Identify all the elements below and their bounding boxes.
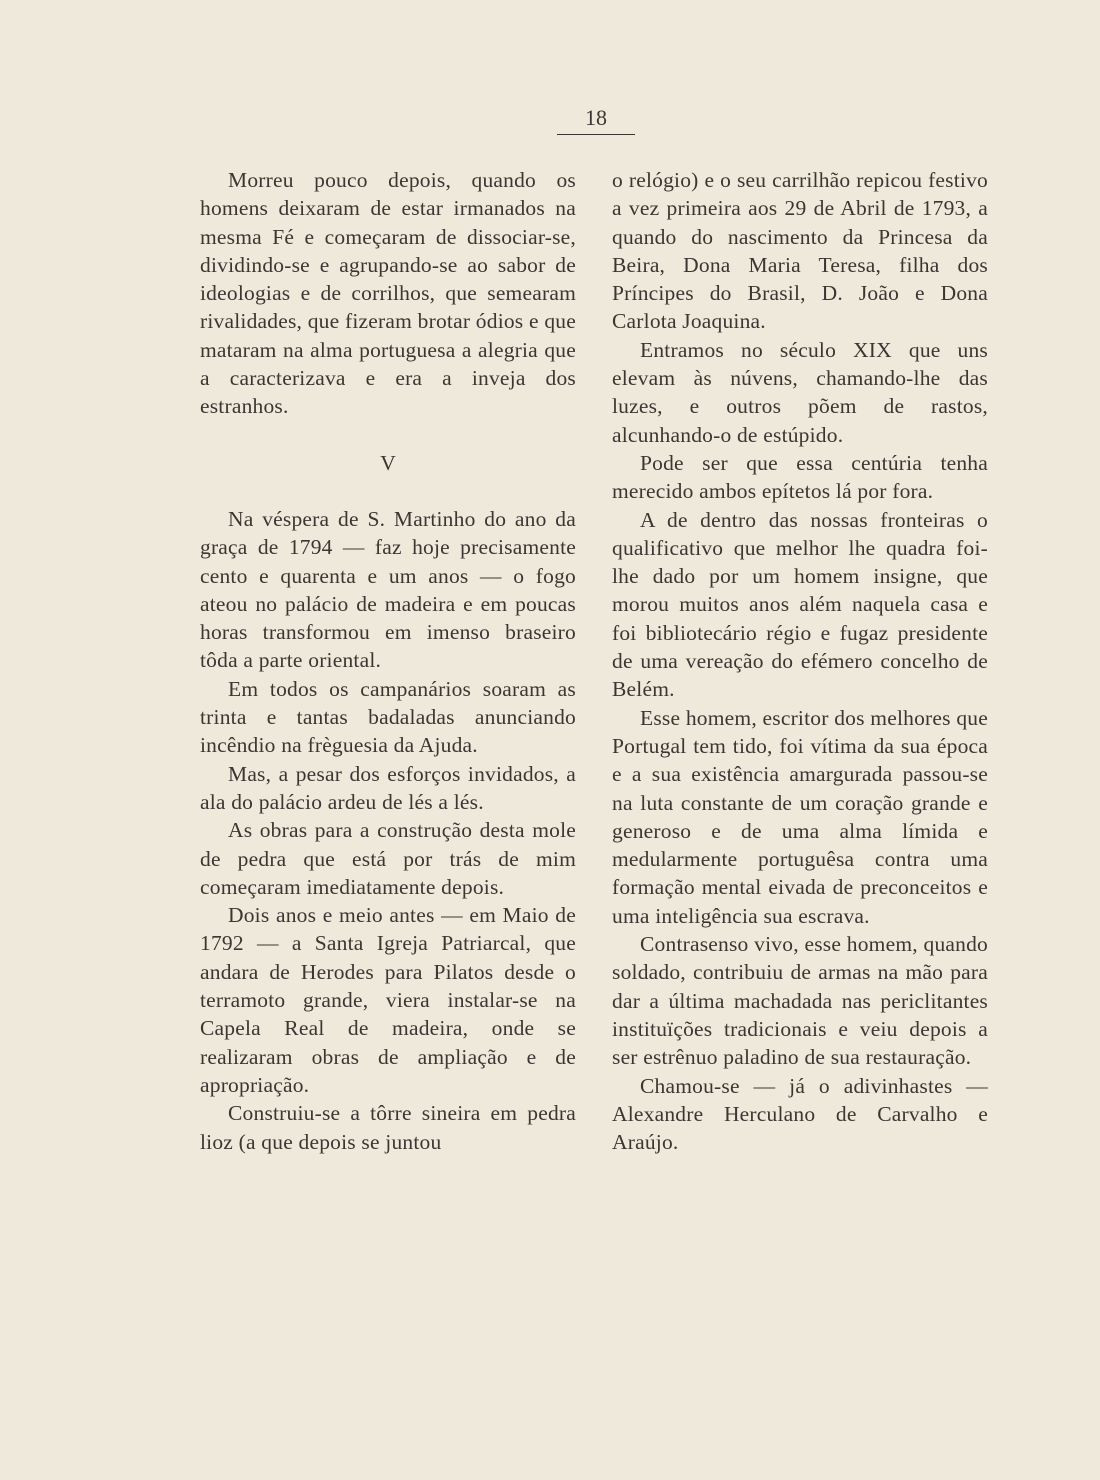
left-column bbox=[200, 166, 576, 1156]
paragraph: Esse homem, escritor dos melhores que Portugal tem tido, foi vítima da sua época e a sua existência amargurada passou-se na luta constante de um coração grande e generoso e de uma alma límida e medularmente portuguêsa contra uma formação mental eivada de preconceitos e uma inteligência sua escrava. bbox=[612, 705, 988, 928]
page-number-rule bbox=[557, 134, 635, 135]
paragraph-continuation: o relógio) e o seu carrilhão repicou festivo a vez primeira aos 29 de Abril de 1793, a quando do nascimento da Princesa da Beira, Dona Maria Teresa, filha dos Príncipes do Brasil, D. João e Dona Carlota Joaquina. bbox=[612, 168, 988, 334]
paragraph: Em todos os campanários soaram as trinta e tantas badaladas anunciando incêndio na frèguesia da Ajuda. bbox=[200, 676, 576, 758]
paragraph: Pode ser que essa centúria tenha merecido ambos epítetos lá por fora. bbox=[612, 450, 988, 504]
paragraph: Construiu-se a tôrre sineira em pedra lioz (a que depois se juntou bbox=[200, 1101, 576, 1154]
paragraph: Na véspera de S. Martinho do ano da graça de 1794 — faz hoje precisamente cento e quarenta e um anos — o fogo ateou no palácio de madeira e em poucas horas transformou em imenso braseiro tôda a parte oriental. bbox=[200, 506, 576, 673]
paragraph: A de dentro das nossas fronteiras o qualificativo que melhor lhe quadra foi-lhe dado por um homem insigne, que morou muitos anos além naquela casa e foi bibliotecário régio e fugaz presidente de uma vereação do efémero concelho de Belém. bbox=[612, 507, 988, 702]
paragraph: Contrasenso vivo, esse homem, quando soldado, contribuiu de armas na mão para dar a última machadada nas periclitantes instituïções tradicionais e veiu depois a ser estrênuo paladino de sua restauração. bbox=[612, 932, 988, 1070]
paragraph: As obras para a construção desta mole de pedra que está por trás de mim começaram imediatamente depois. bbox=[200, 818, 576, 899]
paragraph: Entramos no século XIX que uns elevam às núvens, chamando-lhe das luzes, e outros põem de rastos, alcunhando-o de estúpido. bbox=[612, 337, 988, 447]
section-heading: V bbox=[380, 450, 396, 475]
paragraph: Chamou-se — já o adivinhastes — Alexandre Herculano de Carvalho e Araújo. bbox=[612, 1073, 988, 1155]
right-column bbox=[612, 166, 988, 1156]
paragraph: Mas, a pesar dos esforços invidados, a ala do palácio ardeu de lés a lés. bbox=[200, 761, 576, 814]
paragraph: Morreu pouco depois, quando os homens deixaram de estar irmanados na mesma Fé e começaram de dissociar-se, dividindo-se e agrupando-se ao sabor de ideologias e de corrilhos, que semearam rivalidades, que fizeram brotar ódios e que mataram na alma portuguesa a alegria que a caracterizava e era a inveja dos estranhos. bbox=[200, 168, 576, 419]
page-number: 18 bbox=[585, 105, 607, 130]
paragraph: Dois anos e meio antes — em Maio de 1792 — a Santa Igreja Patriarcal, que andara de Herodes para Pilatos desde o terramoto grande, viera instalar-se na Capela Real de madeira, onde se realizaram obras de ampliação e de apropriação. bbox=[200, 903, 576, 1097]
